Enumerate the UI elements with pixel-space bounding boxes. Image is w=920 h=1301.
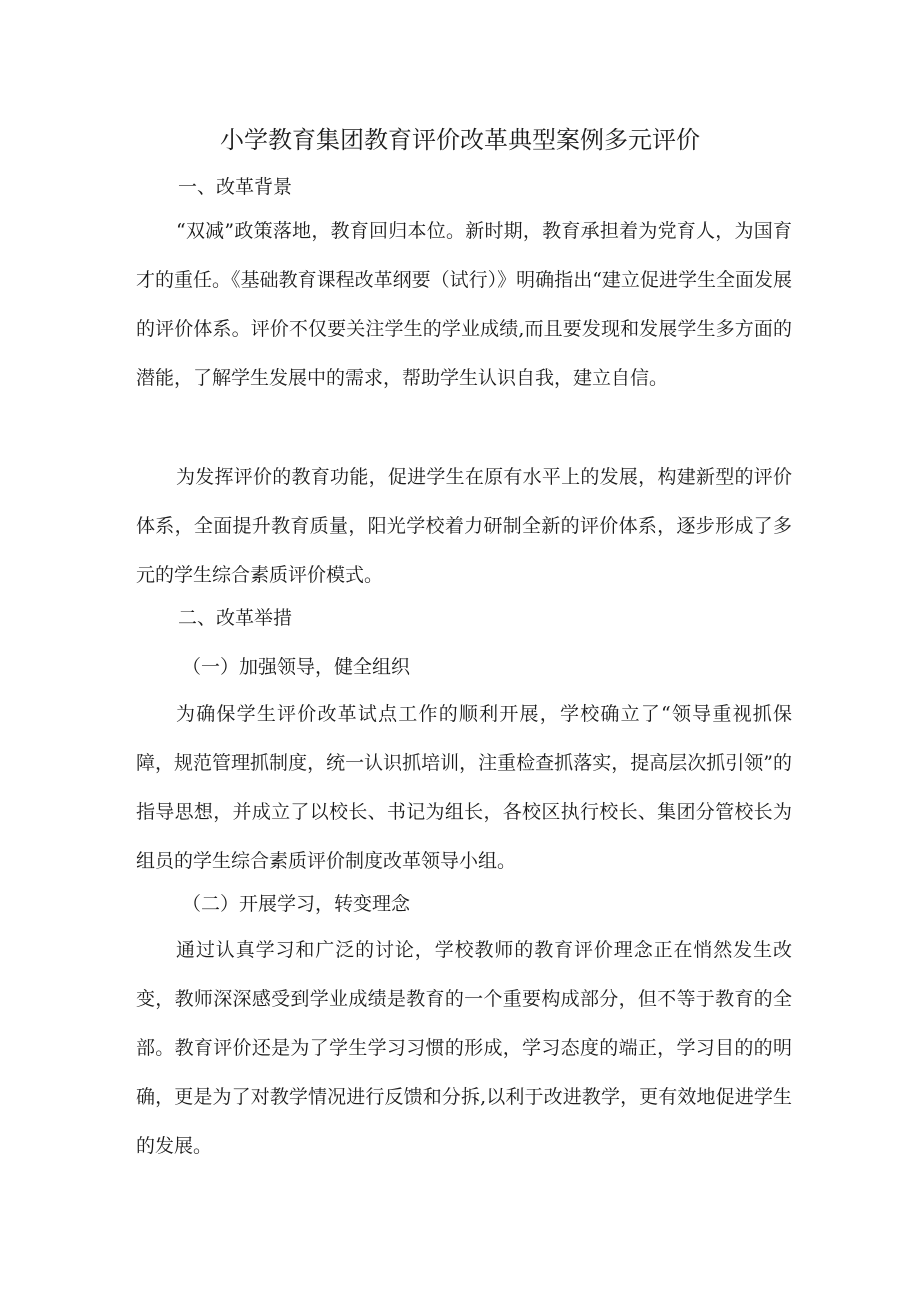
- section-heading-background: 一、改革背景: [178, 176, 293, 198]
- paragraph-background-1: “双减”政策落地，教育回归本位。新时期，教育承担着为党育人，为国育才的重任。《基础教育课程改革纲要（试行）》明确指出“建立促进学生全面发展的评价体系。评价不仅要关注学生的学业成绩,而且要发现和发展学生多方面的潜能，了解学生发展中的需求，帮助学生认识自我，建立自信。: [136, 220, 792, 390]
- subsection-heading-leadership: （一）加强领导，健全组织: [182, 656, 411, 678]
- paragraph-learning: 通过认真学习和广泛的讨论，学校教师的教育评价理念正在悄然发生改变，教师深深感受到学业成绩是教育的一个重要构成部分，但不等于教育的全部。教育评价还是为了学生学习习惯的形成，学习态度的端正，学习目的的明确，更是为了对教学情况进行反馈和分拆,以利于改进教学，更有效地促进学生的发展。: [136, 939, 792, 1158]
- section-heading-measures: 二、改革举措: [178, 607, 293, 629]
- paragraph-leadership: 为确保学生评价改革试点工作的顺利开展，学校确立了“领导重视抓保障，规范管理抓制度，统一认识抓培训，注重检查抓落实，提高层次抓引领”的指导思想，并成立了以校长、书记为组长，各校区执行校长、集团分管校长为组员的学生综合素质评价制度改革领导小组。: [136, 703, 792, 873]
- subsection-heading-learning: （二）开展学习，转变理念: [182, 893, 411, 915]
- document-title: 小学教育集团教育评价改革典型案例多元评价: [220, 126, 700, 154]
- paragraph-background-2: 为发挥评价的教育功能，促进学生在原有水平上的发展，构建新型的评价体系，全面提升教育质量，阳光学校着力研制全新的评价体系，逐步形成了多元的学生综合素质评价模式。: [136, 466, 792, 587]
